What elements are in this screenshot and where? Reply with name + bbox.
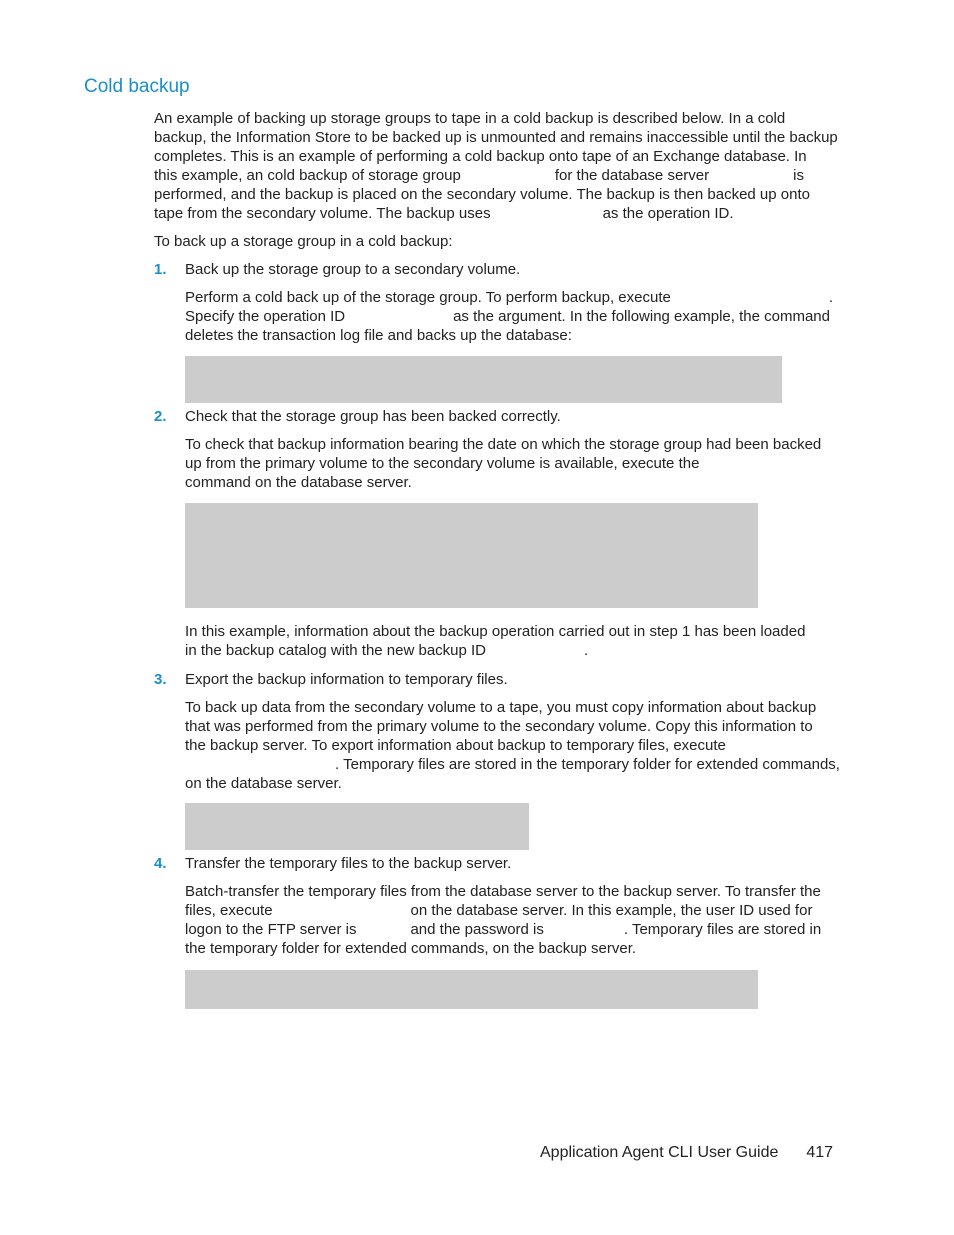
code-block	[185, 970, 758, 1009]
step-body-line: files, execute on the database server. In this example, the user ID used for	[185, 902, 813, 919]
step-body-line: up from the primary volume to the secondary volume is available, execute the	[185, 455, 700, 472]
intro-line: backup, the Information Store to be backed up is unmounted and remains inaccessible until the backup	[154, 129, 838, 146]
intro-line	[154, 166, 838, 185]
intro-line: An example of backing up storage groups to tape in a cold backup is described below. In a cold	[154, 110, 786, 127]
code-block	[185, 356, 782, 403]
step-title: Back up the storage group to a secondary volume.	[185, 261, 521, 278]
intro-line: completes. This is an example of performing a cold backup onto tape of an Exchange database. In	[154, 148, 807, 165]
step-body-line: To back up data from the secondary volume to a tape, you must copy information about backup	[185, 699, 817, 716]
page-footer	[540, 1143, 833, 1163]
step-body-line: Batch-transfer the temporary files from the database server to the backup server. To transfer the	[185, 883, 821, 900]
step-title: Export the backup information to temporary files.	[185, 671, 508, 688]
step-body-line: the backup server. To export information about backup to temporary files, execute	[185, 737, 726, 754]
step-body	[185, 882, 821, 958]
intro-fragment: as the operation ID.	[602, 205, 734, 222]
step-body-line: in the backup catalog with the new backup ID .	[185, 642, 589, 659]
intro-line: performed, and the backup is placed on the secondary volume. The backup is then backed up onto	[154, 186, 810, 203]
lead-in: To back up a storage group in a cold backup:	[154, 233, 453, 250]
intro-paragraph	[154, 109, 838, 223]
step-body	[185, 288, 833, 345]
step-number: 2.	[154, 408, 167, 425]
step-body-line: that was performed from the primary volume to the secondary volume. Copy this information to	[185, 718, 813, 735]
intro-fragment: this example, an cold backup of storage group	[154, 167, 461, 184]
step-number: 3.	[154, 671, 167, 688]
step-title: Transfer the temporary files to the backup server.	[185, 855, 512, 872]
step-after	[185, 622, 805, 660]
step-body-line: Specify the operation ID as the argument. In the following example, the command	[185, 308, 830, 325]
step-number: 1.	[154, 261, 167, 278]
step-number: 4.	[154, 855, 167, 872]
code-block	[185, 803, 529, 850]
intro-line	[154, 204, 838, 223]
step-body-line: logon to the FTP server is and the password is . Temporary files are stored in	[185, 921, 822, 938]
step-body-line: . Temporary files are stored in the temporary folder for extended commands,	[335, 756, 840, 773]
step-body	[185, 698, 840, 793]
step-body-line: Perform a cold back up of the storage group. To perform backup, execute .	[185, 289, 834, 306]
guide-title: Application Agent CLI User Guide	[540, 1144, 779, 1161]
intro-fragment: is	[793, 167, 804, 184]
page-number: 417	[806, 1144, 834, 1161]
step-body-line: on the database server.	[185, 775, 342, 792]
step-body-line: In this example, information about the backup operation carried out in step 1 has been loaded	[185, 623, 806, 640]
step-body-line: command on the database server.	[185, 474, 412, 491]
step-body-line: deletes the transaction log file and backs up the database:	[185, 327, 572, 344]
section-title: Cold backup	[84, 76, 190, 97]
step-body-line: the temporary folder for extended commands, on the backup server.	[185, 940, 637, 957]
step-title: Check that the storage group has been backed correctly.	[185, 408, 561, 425]
intro-fragment: for the database server	[554, 167, 710, 184]
code-block	[185, 503, 758, 608]
step-body-line: To check that backup information bearing the date on which the storage group had been backed	[185, 436, 822, 453]
intro-fragment: tape from the secondary volume. The backup uses	[154, 205, 491, 222]
step-body	[185, 435, 821, 492]
